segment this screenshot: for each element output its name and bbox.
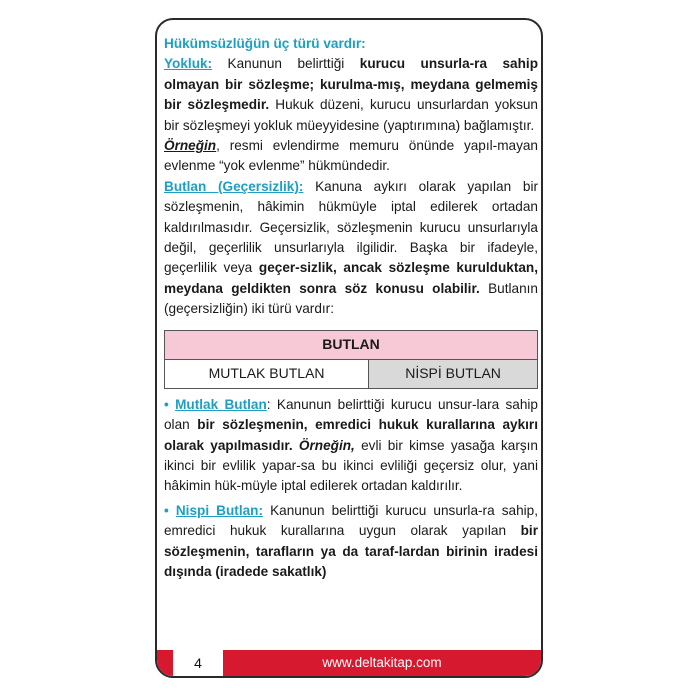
page-number: 4 (173, 650, 223, 676)
mutlak-text-1: : Kanunun belirttiği kurucu unsur-lara sahip olan (164, 396, 538, 433)
book-page-card (155, 18, 543, 678)
butlan-table-header: BUTLAN (165, 330, 538, 359)
term-nispi: Nispi Butlan: (175, 502, 263, 518)
paragraph-nispi (164, 501, 538, 583)
footer-red-strip (157, 650, 173, 676)
bullet-nispi: • (164, 502, 169, 518)
paragraph-yokluk (164, 54, 538, 136)
butlan-text-2: Butlanın (geçersizliğin) iki türü vardır: (164, 280, 538, 317)
term-butlan: Butlan (Geçersizlik): (164, 178, 304, 194)
mutlak-example-word: Örneğin, (292, 437, 355, 453)
yokluk-bold-1: kurucu unsurla-ra sahip olmayan bir sözleşme; kurulma-mış, meydana gelmemiş bir sözleşmedir. (164, 56, 538, 113)
butlan-table-nispi: NİSPİ BUTLAN (369, 359, 538, 388)
section-title: Hükümsüzlüğün üç türü vardır: (164, 36, 366, 51)
yokluk-example-text: , resmi evlendirme memuru önünde yapıl-mayan evlenme “yok evlenme” hükmündedir. (164, 138, 538, 174)
yokluk-example-word: Örneğin (164, 138, 217, 154)
butlan-table-mutlak: MUTLAK BUTLAN (165, 359, 369, 388)
bullet-mutlak: • (164, 396, 169, 412)
page-content (164, 34, 538, 582)
nispi-text-1: Kanunun belirttiği kurucu unsurla-ra sahip, emredici hukuk kurallarına uygun olarak yapılan (164, 502, 538, 539)
term-mutlak: Mutlak Butlan (175, 396, 267, 412)
yokluk-text-2: Hukuk düzeni, kurucu unsurlardan yoksun bir sözleşmeyi yokluk müeyyidesine (yaptırımına) bağlamıştır. (164, 97, 538, 133)
yokluk-text-1: Kanunun belirttiği (212, 56, 360, 72)
paragraph-yokluk-example (164, 136, 538, 177)
page-footer (157, 642, 541, 676)
butlan-text-1: Kanuna aykırı olarak yapılan bir sözleşmenin, hâkimin hükmüyle iptal edilerek ortadan kaldırılmasıdır. Geçersizlik, sözleşmenin kurucu unsurlarıyla değil, geçerlilik unsurlarıyla ilgilidir. Başka bir ifadeyle, geçerlilik veya (164, 178, 539, 276)
mutlak-bold-1: bir sözleşmenin, emredici hukuk kurallarına aykırı olarak yapılmasıdır. (164, 417, 538, 453)
butlan-table (164, 330, 538, 389)
footer-url: www.deltakitap.com (322, 655, 442, 670)
butlan-bold-1: geçer-sizlik, ancak sözleşme kurulduktan, meydana geldikten sonra söz konusu olabilir. (164, 260, 538, 296)
paragraph-mutlak (164, 395, 538, 497)
term-yokluk: Yokluk: (164, 56, 213, 72)
nispi-bold-1: bir sözleşmenin, tarafların ya da taraf-lardan birinin iradesi dışında (iradede sakatlık) (164, 523, 538, 579)
paragraph-butlan (164, 177, 538, 320)
mutlak-text-2: evli bir kimse yasağa karşın ikinci bir evlilik yapar-sa bu ikinci evliliği geçersiz olur, yani hâkimin hük-müyle iptal edilerek ortadan kaldırılır. (164, 437, 538, 494)
